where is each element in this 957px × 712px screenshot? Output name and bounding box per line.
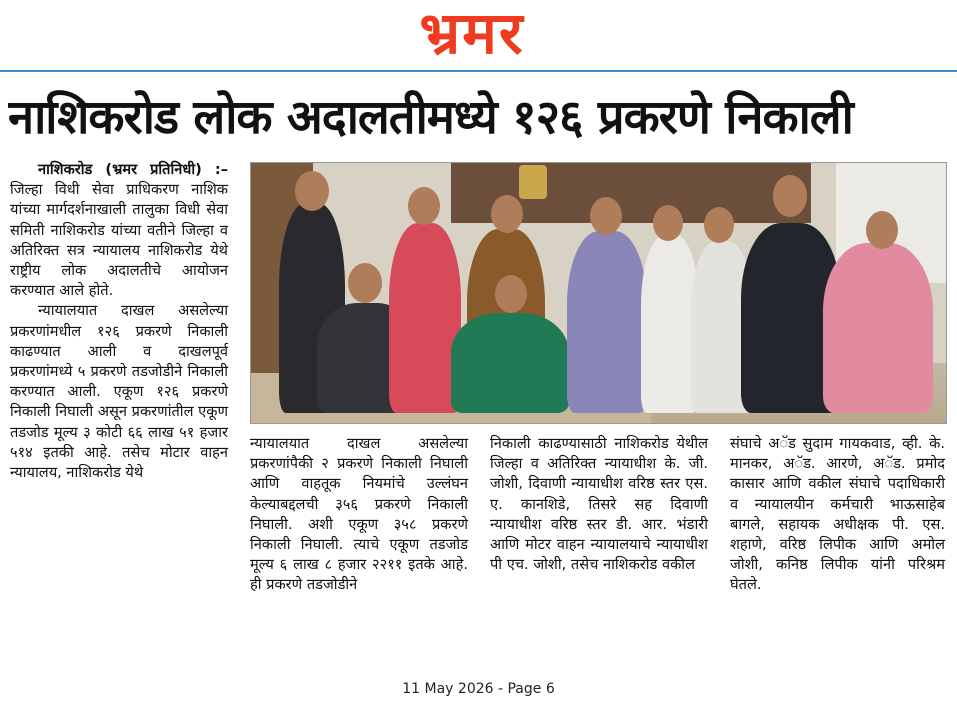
- masthead-rule: [0, 70, 957, 72]
- person-head: [704, 207, 734, 243]
- article-column-4: [730, 434, 945, 664]
- page-footer: 11 May 2026 - Page 6: [402, 681, 555, 697]
- person-head: [653, 205, 683, 241]
- article-paragraph-1: [10, 160, 228, 301]
- article-column-3-text: निकाली काढण्यासाठी नाशिकरोड येथील जिल्हा व अतिरिक्त न्यायाधीश के. जी. जोशी, दिवाणी न्यायाधीश वरिष्ठ स्तर एस. ए. कानशिडे, तिसरे सह दिवाणी न्यायाधीश वरिष्ठ स्तर डी. आर. भंडारी आणि मोटर वाहन न्यायालयाचे न्यायाधीश पी एच. जोशी, तसेच नाशिकरोड वकील: [490, 435, 708, 574]
- person-head: [590, 197, 622, 235]
- paragraph-1-text: जिल्हा विधी सेवा प्राधिकरण नाशिक यांच्या मार्गदर्शनाखाली तालुका विधी सेवा समिती नाशिकरोड यांच्या वतीने जिल्हा व अतिरिक्त सत्र न्यायालय नाशिकरोड येथे राष्ट्रीय लोक अदालतीचे आयोजन करण्यात आले होते.: [10, 181, 228, 300]
- masthead: [0, 0, 957, 72]
- article-paragraph-2: न्यायालयात दाखल असलेल्या प्रकरणांमधील १२६ प्रकरणे निकाली काढण्यात आली व दाखलपूर्व प्रकरणांमध्ये ५ प्रकरणे तडजोडीने निकाली करण्यात आली. एकूण १२६ प्रकरणे निकाली निघाली असून प्रकरणांतील एकूण तडजोड मूल्य ३ कोटी ६६ लाख ५१ हजार ५१४ इतकी आहे. तसेच मोटार वाहन न्यायालय, नाशिकरोड येथे: [10, 302, 228, 482]
- person-head: [866, 211, 898, 249]
- article-column-3: [490, 434, 708, 664]
- person-figure: [567, 231, 647, 413]
- newspaper-logo: भ्रमर: [419, 0, 525, 67]
- person-head: [773, 175, 807, 217]
- person-head: [348, 263, 382, 303]
- article-column-1: [10, 160, 228, 660]
- person-head: [495, 275, 527, 313]
- emblem-icon: [519, 165, 547, 199]
- article-photo: [250, 162, 947, 424]
- article-column-2-text: न्यायालयात दाखल असलेल्या प्रकरणांपैकी २ प्रकरणे निकाली निघाली आणि वाहतूक नियमांचे उल्लंघन केल्याबद्दलची ३५६ प्रकरणे निकाली निघाली. अशी एकूण ३५८ प्रकरणे निकाली निघाली. त्याचे एकूण तडजोड मूल्य ६ लाख ८ हजार २२११ इतके आहे. ही प्रकरणे तडजोडीने: [250, 435, 468, 594]
- person-head: [491, 195, 523, 233]
- dateline: नाशिकरोड (भ्रमर प्रतिनिधी) :–: [38, 161, 228, 178]
- article-column-4-text: संघाचे अॅड सुदाम गायकवाड, व्ही. के. मानकर, अॅड. आरणे, अॅड. प्रमोद कासार आणि वकील संघाचे पदाधिकारी व न्यायालयीन कर्मचारी भाऊसाहेब बागले, सहायक अधीक्षक पी. एस. शहाणे, वरिष्ठ लिपीक आणि अमोल जोशी, कनिष्ठ लिपीक यांनी परिश्रम घेतले.: [730, 435, 945, 594]
- person-figure: [451, 313, 569, 413]
- person-head: [408, 187, 440, 225]
- article-column-2: [250, 434, 468, 664]
- article-headline: नाशिकरोड लोक अदालतीमध्ये १२६ प्रकरणे निकाली: [8, 90, 853, 145]
- person-head: [295, 171, 329, 211]
- person-figure: [823, 243, 933, 413]
